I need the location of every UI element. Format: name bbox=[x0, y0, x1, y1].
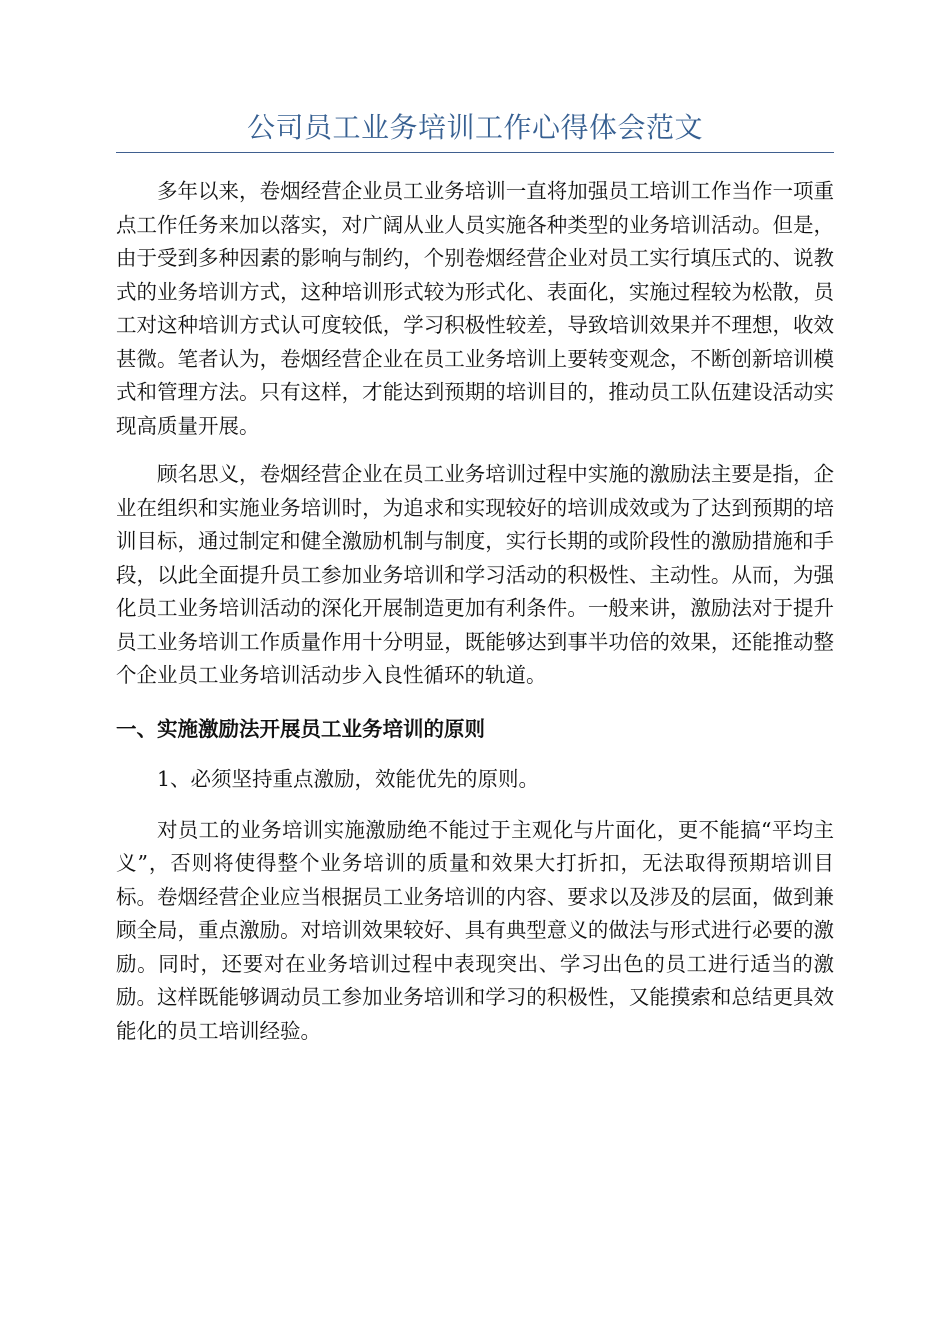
paragraph-intro: 多年以来，卷烟经营企业员工业务培训一直将加强员工培训工作当作一项重点工作任务来加以落实，对广阔从业人员实施各种类型的业务培训活动。但是，由于受到多种因素的影响与制约，个别卷烟经营企业对员工实行填压式的、说教式的业务培训方式，这种培训形式较为形式化、表面化，实施过程较为松散，员工对这种培训方式认可度较低，学习积极性较差，导致培训效果并不理想，收效甚微。笔者认为，卷烟经营企业在员工业务培训上要转变观念，不断创新培训模式和管理方法。只有这样，才能达到预期的培训目的，推动员工队伍建设活动实现高质量开展。 bbox=[116, 179, 834, 438]
section-heading: 一、实施激励法开展员工业务培训的原则 bbox=[116, 716, 485, 741]
title-block bbox=[116, 108, 834, 153]
document-page bbox=[116, 108, 834, 1048]
subsection-heading: 1、必须坚持重点激励，效能优先的原则。 bbox=[157, 767, 540, 791]
paragraph-definition: 顾名思义，卷烟经营企业在员工业务培训过程中实施的激励法主要是指，企业在组织和实施业务培训时，为追求和实现较好的培训成效或为了达到预期的培训目标，通过制定和健全激励机制与制度，实行长期的或阶段性的激励措施和手段，以此全面提升员工参加业务培训和学习活动的积极性、主动性。从而，为强化员工业务培训活动的深化开展制造更加有利条件。一般来讲，激励法对于提升员工业务培训工作质量作用十分明显，既能够达到事半功倍的效果，还能推动整个企业员工业务培训活动步入良性循环的轨道。 bbox=[116, 462, 834, 687]
document-title: 公司员工业务培训工作心得体会范文 bbox=[246, 111, 703, 144]
paragraph-principle: 对员工的业务培训实施激励绝不能过于主观化与片面化，更不能搞“平均主义”，否则将使得整个业务培训的质量和效果大打折扣，无法取得预期培训目标。卷烟经营企业应当根据员工业务培训的内容、要求以及涉及的层面，做到兼顾全局，重点激励。对培训效果较好、具有典型意义的做法与形式进行必要的激励。同时，还要对在业务培训过程中表现突出、学习出色的员工进行适当的激励。这样既能够调动员工参加业务培训和学习的积极性，又能摸索和总结更具效能化的员工培训经验。 bbox=[116, 817, 834, 1043]
